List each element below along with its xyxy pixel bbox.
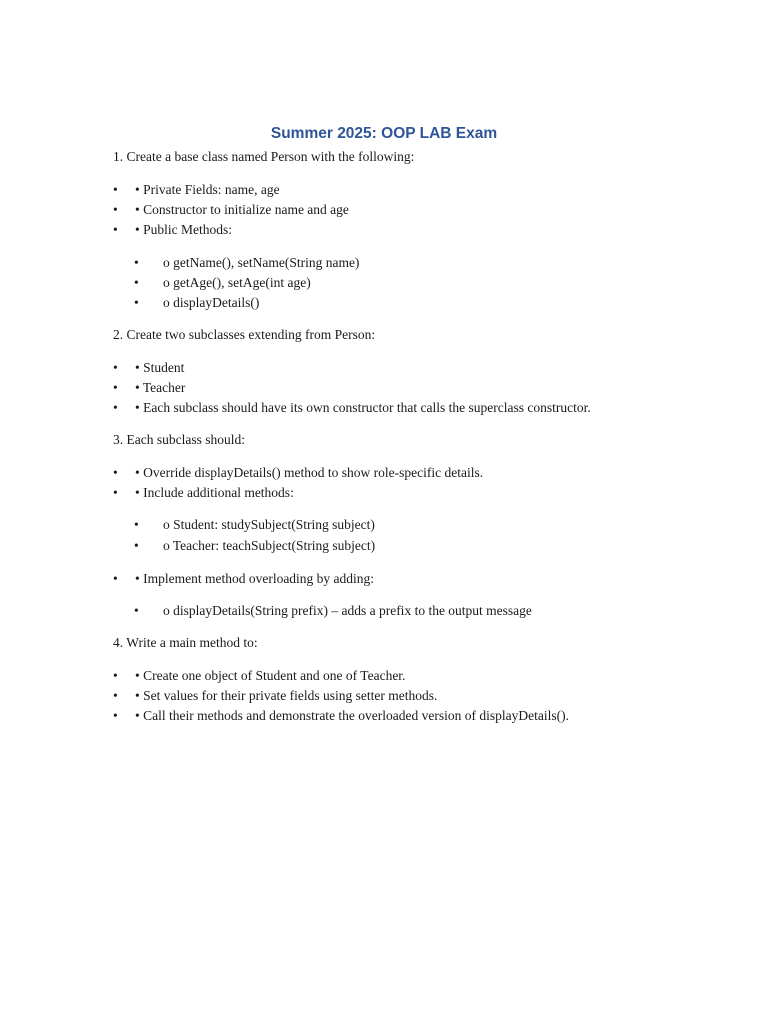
sub-list-item: o Student: studySubject(String subject) [163, 517, 375, 532]
list-item: • Each subclass should have its own constructor that calls the superclass constructor. [135, 400, 591, 415]
paragraph: 4. Write a main method to: [113, 635, 258, 650]
list-item: • Create one object of Student and one of Teacher. [135, 668, 406, 683]
list-bullet-icon: • [113, 400, 118, 415]
sub-list-bullet-icon: • [134, 295, 139, 310]
list-item: • Call their methods and demonstrate the overloaded version of displayDetails(). [135, 708, 569, 723]
list-bullet-icon: • [113, 571, 118, 586]
list-item: • Set values for their private fields using setter methods. [135, 688, 438, 703]
paragraph: 2. Create two subclasses extending from Person: [113, 327, 376, 342]
list-bullet-icon: • [113, 485, 118, 500]
sub-list-bullet-icon: • [134, 603, 139, 618]
list-bullet-icon: • [113, 668, 118, 683]
list-item: • Student [135, 360, 185, 375]
sub-list-item: o getAge(), setAge(int age) [163, 275, 311, 290]
list-item: • Public Methods: [135, 222, 232, 237]
sub-list-bullet-icon: • [134, 538, 139, 553]
sub-list-item: o Teacher: teachSubject(String subject) [163, 538, 376, 553]
list-item: • Constructor to initialize name and age [135, 202, 349, 217]
sub-list-bullet-icon: • [134, 255, 139, 270]
list-bullet-icon: • [113, 182, 118, 197]
list-item: • Teacher [135, 380, 186, 395]
list-item: • Override displayDetails() method to show role-specific details. [135, 465, 484, 480]
list-item: • Private Fields: name, age [135, 182, 280, 197]
list-bullet-icon: • [113, 688, 118, 703]
document-title: Summer 2025: OOP LAB Exam [270, 125, 498, 142]
sub-list-bullet-icon: • [134, 517, 139, 532]
sub-list-item: o displayDetails() [163, 295, 260, 310]
list-bullet-icon: • [113, 202, 118, 217]
paragraph: 1. Create a base class named Person with the following: [113, 149, 415, 164]
sub-list-bullet-icon: • [134, 275, 139, 290]
list-bullet-icon: • [113, 360, 118, 375]
list-item: • Include additional methods: [135, 485, 294, 500]
list-bullet-icon: • [113, 380, 118, 395]
list-bullet-icon: • [113, 222, 118, 237]
sub-list-item: o getName(), setName(String name) [163, 255, 360, 270]
list-item: • Implement method overloading by adding: [135, 571, 375, 586]
list-bullet-icon: • [113, 465, 118, 480]
paragraph: 3. Each subclass should: [113, 432, 245, 447]
sub-list-item: o displayDetails(String prefix) – adds a prefix to the output message [163, 603, 532, 618]
list-bullet-icon: • [113, 708, 118, 723]
